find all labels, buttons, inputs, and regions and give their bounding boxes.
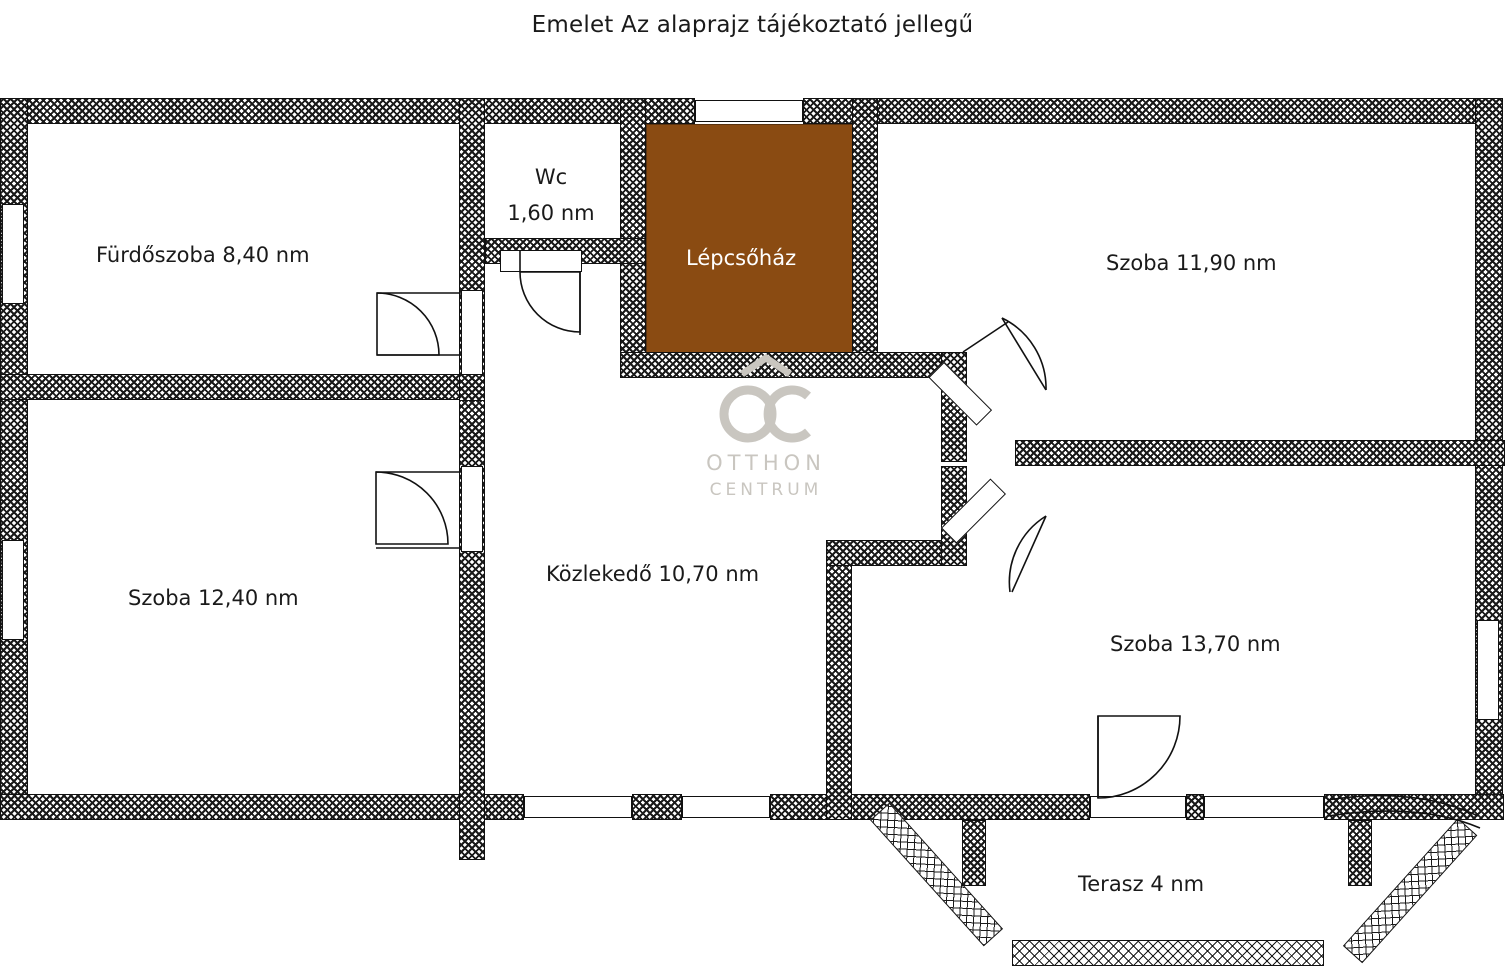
window-left-lower bbox=[2, 540, 24, 640]
wall-corridor-right-top bbox=[826, 540, 952, 566]
room-label-szoba-1190: Szoba 11,90 nm bbox=[1106, 251, 1277, 275]
watermark-logo-icon bbox=[676, 352, 856, 448]
page-title: Emelet Az alaprajz tájékoztató jellegű bbox=[531, 12, 974, 38]
wall-exterior-top-right bbox=[803, 98, 1503, 124]
room-label-lepcsohaz: Lépcsőház bbox=[686, 246, 797, 270]
wall-exterior-bottom-right bbox=[1324, 794, 1504, 820]
terrace-pillar-right bbox=[1348, 820, 1372, 886]
window-bottom-1 bbox=[524, 796, 632, 818]
room-label-szoba-1370: Szoba 13,70 nm bbox=[1110, 632, 1281, 656]
door-opening-szoba-1240 bbox=[461, 466, 483, 552]
terrace-pillar-left bbox=[962, 820, 986, 886]
watermark-line2: CENTRUM bbox=[709, 480, 823, 500]
watermark bbox=[676, 352, 856, 502]
room-label-wc-name: Wc bbox=[534, 165, 568, 189]
room-label-terasz: Terasz 4 nm bbox=[1078, 872, 1205, 896]
watermark-line1: OTTHON bbox=[706, 451, 826, 475]
room-label-furdoszoba: Fürdőszoba 8,40 nm bbox=[96, 243, 310, 267]
wall-corridor-right bbox=[826, 540, 852, 820]
wall-exterior-bottom-left bbox=[0, 794, 524, 820]
window-left-upper bbox=[2, 204, 24, 304]
wall-exterior-bottom-pillar bbox=[1186, 794, 1204, 820]
window-top-center bbox=[695, 100, 803, 122]
door-opening-furdoszoba bbox=[461, 290, 483, 375]
wall-interior-horizontal-left bbox=[0, 374, 466, 400]
terrace-wall-bottom bbox=[1012, 940, 1324, 966]
wall-exterior-bottom-mid1 bbox=[632, 794, 682, 820]
door-opening-wc bbox=[500, 250, 582, 272]
wall-staircase-right bbox=[852, 98, 878, 378]
terrace-door-left bbox=[1090, 796, 1186, 818]
room-label-kozlekedo: Közlekedő 10,70 nm bbox=[546, 562, 760, 586]
window-bottom-2 bbox=[682, 796, 770, 818]
wall-interior-horizontal-right bbox=[1015, 440, 1505, 466]
wall-exterior-top-left bbox=[0, 98, 695, 124]
wall-exterior-bottom-mid2 bbox=[770, 794, 1090, 820]
room-label-wc-area: 1,60 nm bbox=[507, 201, 595, 225]
window-right bbox=[1477, 620, 1499, 720]
room-label-szoba-1240: Szoba 12,40 nm bbox=[128, 586, 299, 610]
terrace-door-right bbox=[1204, 796, 1324, 818]
